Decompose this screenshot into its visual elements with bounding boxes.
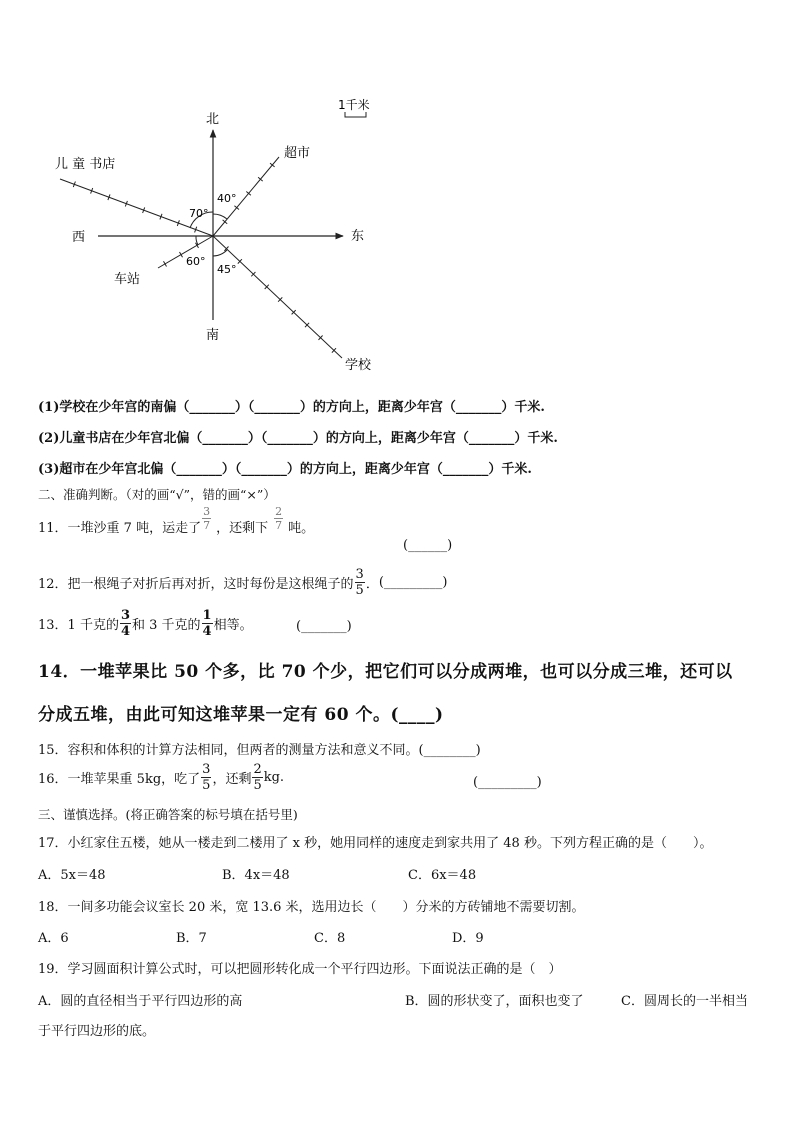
- q11-text-c: 吨。: [288, 521, 315, 536]
- q17-option-c[interactable]: C．6x＝48: [408, 868, 477, 883]
- q11-text-b: ，还剩下: [216, 521, 269, 536]
- scale-bar: [345, 112, 366, 117]
- label-bookstore: 儿 童 书店: [55, 157, 116, 172]
- label-angle-45: 45°: [217, 263, 237, 276]
- question-18: 18．一间多功能会议室长 20 米，宽 13.6 米，选用边长（ ）分米的方砖铺地不需要切割。: [38, 900, 585, 915]
- q11-text-a: 11．一堆沙重 7 吨，运走了: [38, 521, 202, 536]
- q16-fraction-2: [252, 763, 262, 792]
- fraction-denominator: 5: [253, 778, 262, 793]
- fraction-denominator: 4: [202, 624, 212, 639]
- q18-option-d[interactable]: D．9: [452, 931, 484, 946]
- label-east: 东: [351, 229, 365, 244]
- q13-text-b: 和 3 千克的: [132, 618, 201, 633]
- section-3-title: 三、谨慎选择。(将正确答案的标号填在括号里): [38, 807, 298, 822]
- q18-option-a[interactable]: A．6: [38, 931, 69, 946]
- q16-text-a: 16．一堆苹果重 5kg，吃了: [38, 772, 201, 787]
- question-map-1: (1)学校在少年宫的南偏（_______）（_______）的方向上，距离少年宫（_______）千米.: [38, 400, 545, 415]
- q12-text-a: 12．把一根绳子对折后再对折，这时每份是这根绳子的: [38, 577, 354, 592]
- question-19: 19．学习圆面积计算公式时，可以把圆形转化成一个平行四边形。下面说法正确的是（ ）: [38, 962, 562, 977]
- q12-answer-blank[interactable]: (_________): [378, 575, 448, 590]
- fraction-denominator: 7: [275, 519, 283, 532]
- label-west: 西: [72, 230, 86, 245]
- question-17: 17．小红家住五楼，她从一楼走到二楼用了 x 秒，她用同样的速度走到家共用了 48 秒。下列方程正确的是（ ）。: [38, 836, 713, 851]
- label-angle-60: 60°: [186, 255, 206, 268]
- q13-text-a: 13．1 千克的: [38, 618, 119, 633]
- question-15: 15．容积和体积的计算方法相同，但两者的测量方法和意义不同。(________): [38, 743, 481, 758]
- fraction-denominator: 4: [120, 624, 130, 639]
- q17-option-a[interactable]: A．5x＝48: [38, 868, 106, 883]
- q11-fraction-2: [274, 506, 283, 531]
- ray-school: [213, 236, 342, 358]
- fraction-numerator: 3: [203, 505, 211, 518]
- q16-text-c: kg.: [263, 770, 285, 785]
- q19-option-a[interactable]: A．圆的直径相当于平行四边形的高: [38, 994, 243, 1009]
- fraction-numerator: 3: [202, 762, 211, 777]
- q18-option-c[interactable]: C．8: [314, 931, 346, 946]
- question-11: [38, 505, 315, 539]
- tick-station: [180, 252, 183, 257]
- fraction-numerator: 2: [275, 505, 283, 518]
- arc-40: [213, 214, 227, 219]
- q18-option-b[interactable]: B．7: [176, 931, 207, 946]
- section-2-title: 二、准确判断。（对的画“√”，错的画“×”）: [38, 487, 276, 502]
- question-map-3: (3)超市在少年宫北偏（_______）（_______）的方向上，距离少年宫（_______）千米.: [38, 462, 532, 477]
- q13-fraction-2: [202, 609, 213, 638]
- direction-diagram: [0, 90, 420, 380]
- fraction-numerator: 3: [120, 608, 130, 623]
- question-14-line-1: 14．一堆苹果比 50 个多，比 70 个少，把它们可以分成两堆，也可以分成三堆，还可以: [38, 662, 733, 682]
- q13-answer-blank[interactable]: (_______): [296, 619, 352, 634]
- q13-text-c: 相等。: [213, 618, 253, 633]
- q13-fraction-1: [120, 609, 131, 638]
- label-supermarket: 超市: [284, 146, 311, 161]
- label-station: 车站: [114, 272, 141, 287]
- tick-station: [164, 261, 167, 266]
- question-13: [38, 609, 253, 638]
- label-angle-70: 70°: [189, 207, 209, 220]
- q11-answer-blank[interactable]: (______): [403, 538, 453, 553]
- fraction-denominator: 5: [202, 778, 211, 793]
- q17-option-b[interactable]: B．4x＝48: [222, 868, 290, 883]
- q19-option-c[interactable]: C．圆周长的一半相当: [621, 994, 748, 1009]
- q16-answer-blank[interactable]: (_________): [473, 775, 542, 790]
- scale-label: 1千米: [338, 98, 370, 112]
- q16-text-b: ，还剩: [212, 772, 252, 787]
- q11-fraction-1: [202, 506, 211, 531]
- q19-option-c-continued: 于平行四边形的底。: [38, 1024, 156, 1039]
- q12-text-b: ．: [365, 577, 379, 592]
- fraction-denominator: 5: [355, 583, 364, 598]
- label-angle-40: 40°: [217, 192, 237, 205]
- fraction-numerator: 2: [253, 762, 262, 777]
- fraction-denominator: 7: [203, 519, 211, 532]
- question-map-2: (2)儿童书店在少年宫北偏（_______）（_______）的方向上，距离少年宫（_______）千米.: [38, 431, 558, 446]
- label-school: 学校: [345, 358, 372, 373]
- label-south: 南: [206, 328, 220, 343]
- q12-fraction: [355, 568, 365, 597]
- q19-option-b[interactable]: B．圆的形状变了，面积也变了: [405, 994, 584, 1009]
- question-12: [38, 568, 448, 597]
- q16-fraction-1: [201, 763, 211, 792]
- question-16: [38, 763, 284, 792]
- fraction-numerator: 1: [202, 608, 212, 623]
- fraction-numerator: 3: [355, 567, 364, 582]
- label-north: 北: [206, 112, 220, 127]
- question-14-line-2: 分成五堆，由此可知这堆苹果一定有 60 个。(____): [38, 705, 444, 725]
